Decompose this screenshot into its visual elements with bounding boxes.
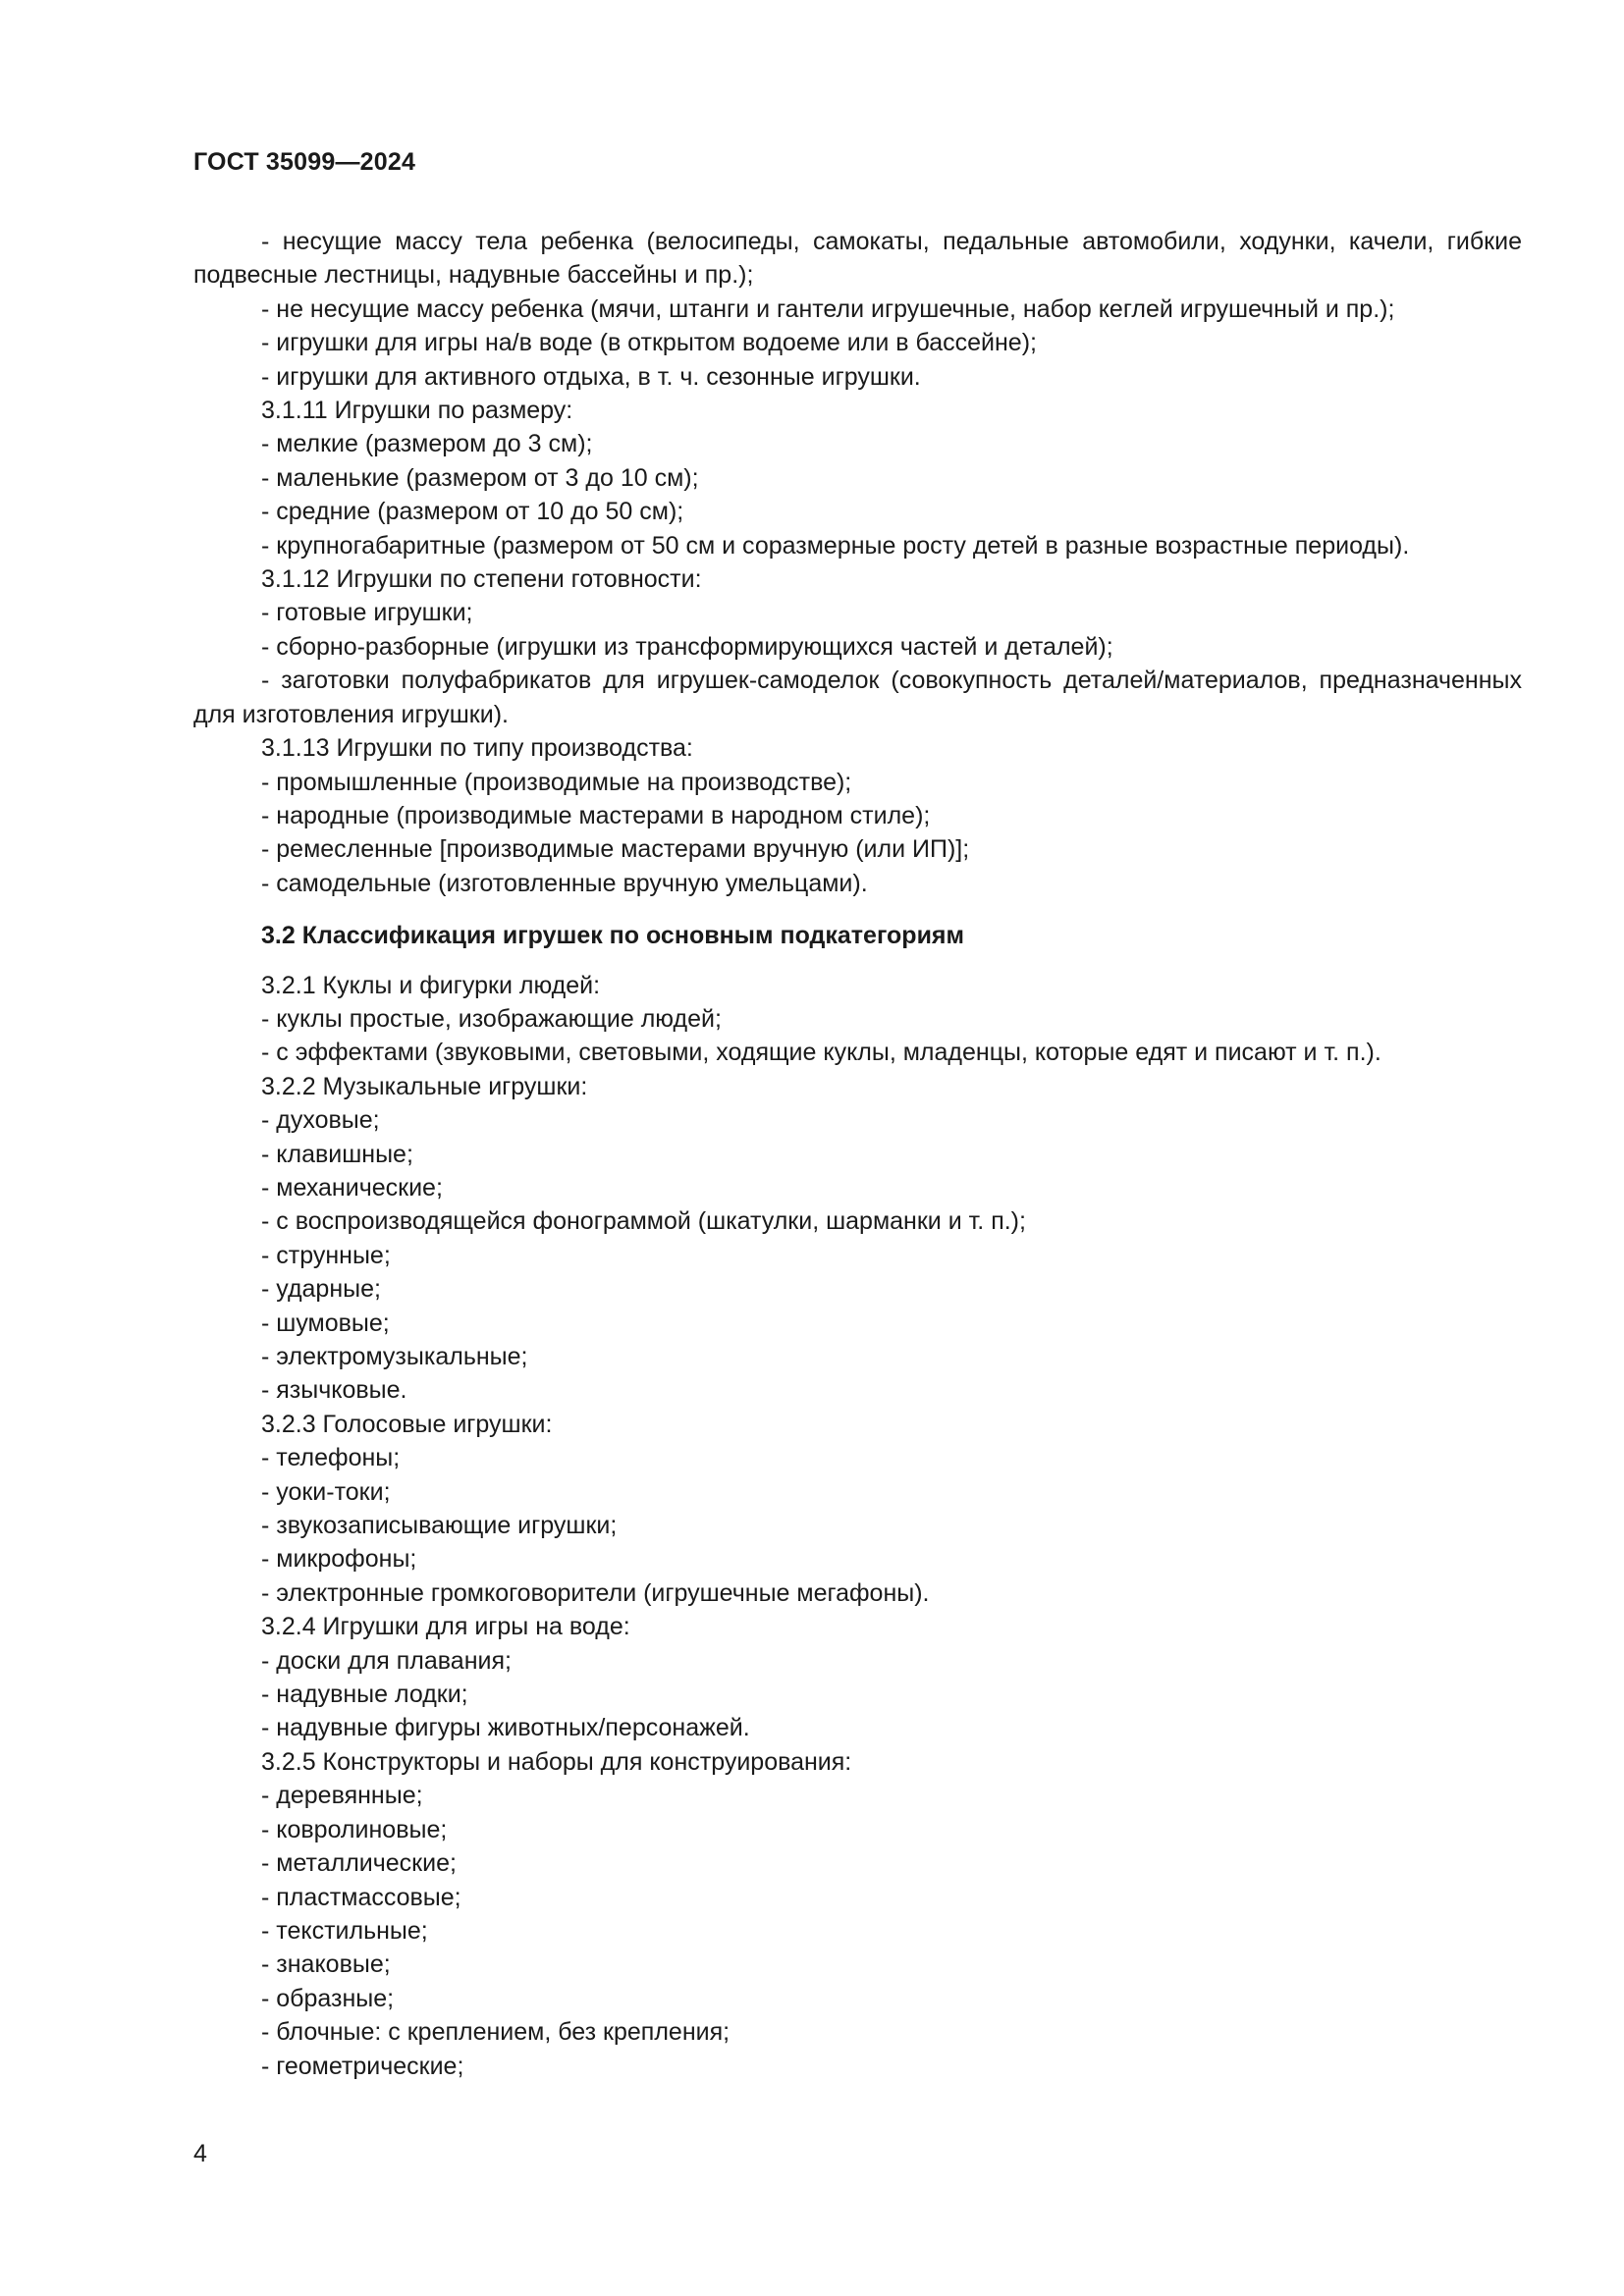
list-item: - духовые; [261,1106,380,1135]
list-item: - игрушки для активного отдыха, в т. ч. сезонные игрушки. [261,362,921,391]
list-item: - механические; [261,1173,443,1201]
document-header: ГОСТ 35099—2024 [193,148,416,176]
list-item: - электронные громкоговорители (игрушечные мегафоны). [261,1578,930,1607]
list-item: - звукозаписывающие игрушки; [261,1512,618,1540]
list-item: - электромузыкальные; [261,1343,528,1370]
list-item: - язычковые. [261,1376,407,1405]
list-item: - ковролиновые; [261,1815,448,1843]
list-item: - ударные; [261,1275,381,1304]
list-item: - металлические; [261,1849,457,1878]
list-item: - блочные: с креплением, без крепления; [261,2018,731,2047]
list-item: - готовые игрушки; [261,599,473,627]
paragraph: - несущие массу тела ребенка (велосипеды, самокаты, педальные автомобили, ходунки, качели, гибкие подвесные лестницы, надувные бассейны и пр.); [193,228,1522,290]
list-item: - средние (размером от 10 до 50 см); [261,498,684,526]
list-item: - народные (производимые мастерами в народном стиле); [261,801,931,829]
list-item: - с эффектами (звуковыми, световыми, ходящие куклы, младенцы, которые едят и писают и т. п.). [261,1039,1381,1067]
list-item: - сборно-разборные (игрушки из трансформирующихся частей и деталей); [261,632,1113,661]
list-item: - маленькие (размером от 3 до 10 см); [261,463,699,492]
clause-heading: 3.2.2 Музыкальные игрушки: [261,1072,588,1100]
list-item: - геометрические; [261,2052,464,2080]
list-item: - крупногабаритные (размером от 50 см и соразмерные росту детей в разные возрастные периоды). [261,531,1410,560]
page-number: 4 [193,2140,207,2167]
list-item: - телефоны; [261,1444,401,1472]
clause-heading: 3.1.11 Игрушки по размеру: [261,397,573,425]
clause-heading: 3.2.3 Голосовые игрушки: [261,1410,553,1438]
clause-heading: 3.1.13 Игрушки по типу производства: [261,734,693,763]
list-item: - шумовые; [261,1308,390,1337]
section-heading: 3.2 Классификация игрушек по основным подкатегориям [261,922,965,950]
clause-heading: 3.1.12 Игрушки по степени готовности: [261,565,702,594]
document-body [193,225,1522,2083]
list-item: - куклы простые, изображающие людей; [261,1004,722,1033]
list-item: - ремесленные [производимые мастерами вручную (или ИП)]; [261,835,970,864]
clause-heading: 3.2.4 Игрушки для игры на воде: [261,1613,630,1641]
list-item: - струнные; [261,1241,391,1269]
paragraph: - заготовки полуфабрикатов для игрушек-самоделок (совокупность деталей/материалов, предназначенных для изготовления игрушки). [193,667,1522,728]
list-item: - клавишные; [261,1140,413,1168]
list-item: - не несущие массу ребенка (мячи, штанги и гантели игрушечные, набор кеглей игрушечный и пр.); [261,294,1395,323]
list-item: - с воспроизводящейся фонограммой (шкатулки, шарманки и т. п.); [261,1207,1026,1236]
list-item: - знаковые; [261,1950,391,1979]
list-item: - текстильные; [261,1916,428,1945]
list-item: - уоки-токи; [261,1477,391,1506]
clause-heading: 3.2.1 Куклы и фигурки людей: [261,971,601,999]
list-item: - доски для плавания; [261,1646,512,1675]
clause-heading: 3.2.5 Конструкторы и наборы для конструирования: [261,1747,852,1776]
list-item: - мелкие (размером до 3 см); [261,430,593,458]
list-item: - микрофоны; [261,1545,417,1574]
list-item: - надувные фигуры животных/персонажей. [261,1714,750,1742]
list-item: - надувные лодки; [261,1681,468,1709]
list-item: - пластмассовые; [261,1883,461,1911]
list-item: - самодельные (изготовленные вручную умельцами). [261,869,868,897]
list-item: - образные; [261,1984,395,2012]
list-item: - игрушки для игры на/в воде (в открытом водоеме или в бассейне); [261,329,1037,357]
list-item: - деревянные; [261,1782,423,1810]
list-item: - промышленные (производимые на производстве); [261,768,852,796]
